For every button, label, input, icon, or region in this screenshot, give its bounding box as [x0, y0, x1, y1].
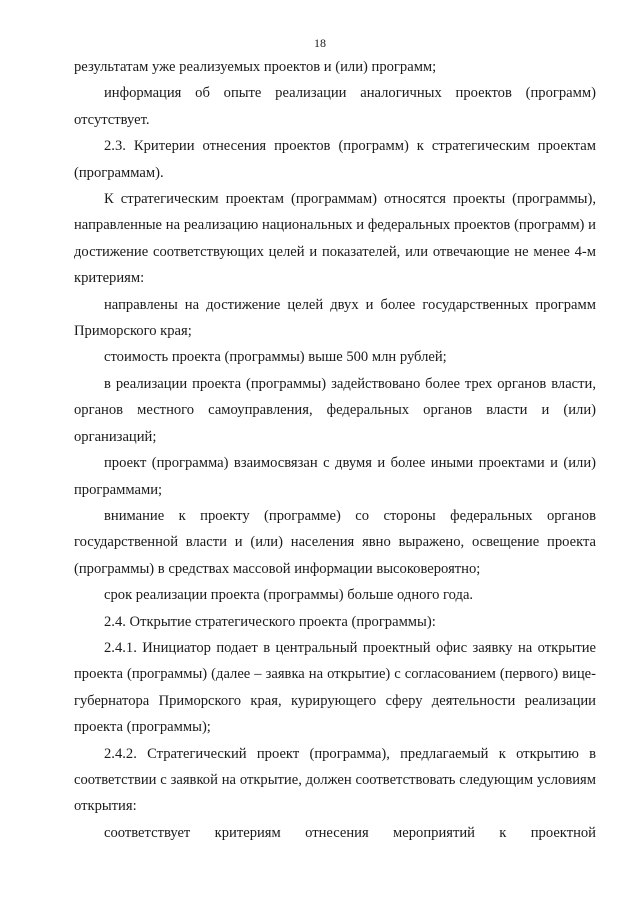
paragraph: К стратегическим проектам (программам) относятся проекты (программы), направленные на реализацию национальных и федеральных проектов (программ) и достижение соответствующих целей и показателей, или отвечающие не менее 4-м критериям:	[74, 191, 596, 287]
criteria-item: проект (программа) взаимосвязан с двумя и более иными проектами и (или) программами;	[74, 455, 596, 498]
criteria-item: внимание к проекту (программе) со стороны федеральных органов государственной власти и (или) населения явно выражено, освещение проекта (программы) в средствах массовой информации высоковероятно;	[74, 507, 596, 577]
criteria-item: в реализации проекта (программы) задействовано более трех органов власти, органов местного самоуправления, федеральных органов власти и (или) организаций;	[74, 375, 596, 445]
page-body	[74, 54, 596, 846]
criteria-item: направлены на достижение целей двух и более государственных программ Приморского края;	[74, 296, 596, 340]
clause-2-4-1: 2.4.1. Инициатор подает в центральный проектный офис заявку на открытие проекта (программы) (далее – заявка на открытие) с согласованием (первого) вице-губернатора Приморского края, курирующего сферу деятельности реализации проекта (программы);	[74, 639, 596, 736]
paragraph-continuation: результатам уже реализуемых проектов и (или) программ;	[74, 59, 437, 75]
page-number: 18	[314, 36, 326, 50]
criteria-item: срок реализации проекта (программы) больше одного года.	[104, 587, 474, 604]
criteria-item: стоимость проекта (программы) выше 500 млн рублей;	[104, 349, 447, 366]
paragraph: информация об опыте реализации аналогичных проектов (программ) отсутствует.	[74, 85, 596, 128]
section-heading-2-4: 2.4. Открытие стратегического проекта (программы):	[104, 613, 436, 630]
condition-item: соответствует критериям отнесения мероприятий к проектной	[104, 824, 596, 841]
clause-2-4-2: 2.4.2. Стратегический проект (программа), предлагаемый к открытию в соответствии с заявкой на открытие, должен соответствовать следующим условиям открытия:	[74, 745, 596, 815]
section-heading-2-3: 2.3. Критерии отнесения проектов (программ) к стратегическим проектам (программам).	[74, 138, 596, 181]
